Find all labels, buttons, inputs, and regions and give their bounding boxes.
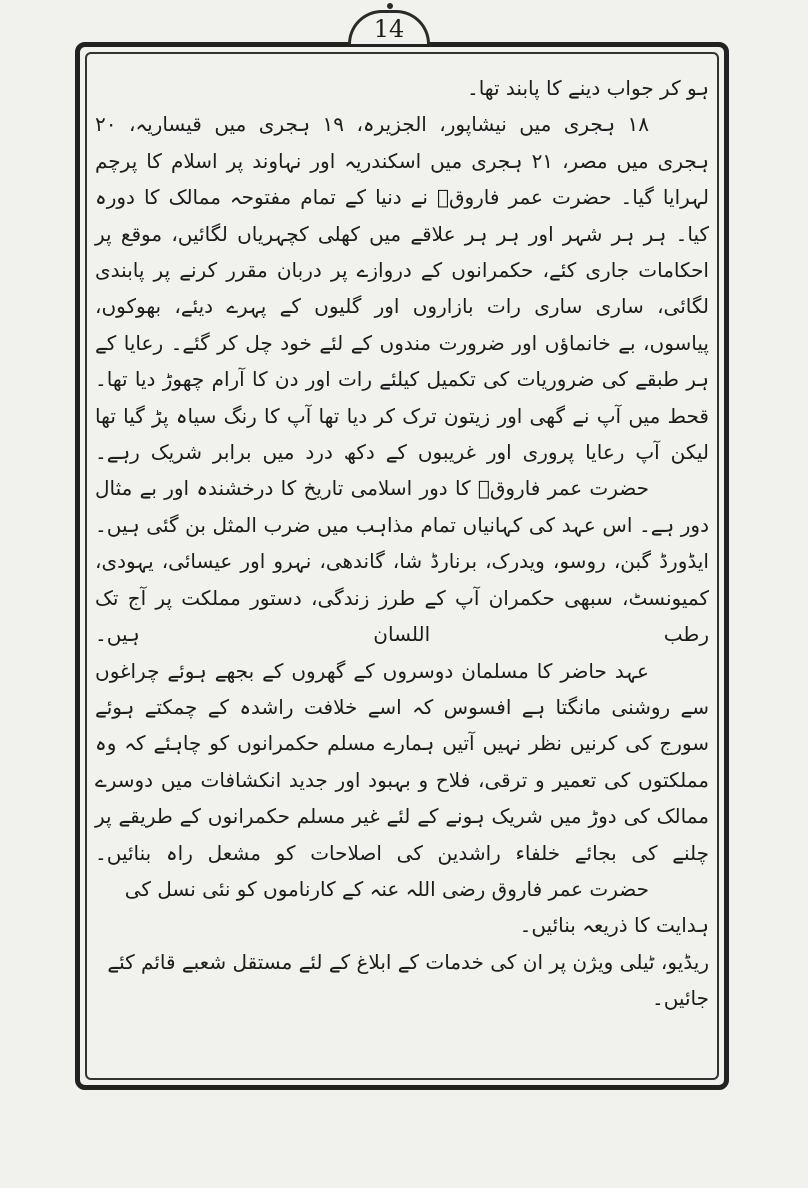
paragraph-6: ریڈیو، ٹیلی ویژن پر ان کی خدمات کے ابلاغ کے لئے مستقل شعبے قائم کئے جائیں۔ <box>107 949 709 1011</box>
page-text <box>95 70 709 1017</box>
page-number-tab <box>348 10 430 44</box>
paragraph-3: حضرت عمر فاروقؓ کا دور اسلامی تاریخ کا درخشندہ اور بے مثال دور ہے۔ اس عہد کی کہانیاں تمام مذاہب میں ضرب المثل بن گئی ہیں۔ ایڈورڈ گبن، روسو، ویدرک، برنارڈ شا، گاندھی، نہرو اور عیسائی، یہودی، کمیونسٹ، سبھی حکمران آپ کے طرز زندگی، دستور مملکت پر آج تک رطب اللسان ہیں۔ <box>95 476 709 647</box>
page-number-ornament <box>387 3 393 9</box>
page-number: 14 <box>373 15 405 43</box>
paragraph-2: ۱۸ ہجری میں نیشاپور، الجزیرہ، ۱۹ ہجری میں قیساریہ، ۲۰ ہجری میں مصر، ۲۱ ہجری میں اسکندریہ اور نہاوند پر اسلام کا پرچم لہرایا گیا۔ حضرت عمر فاروقؓ نے دنیا کے تمام مفتوحہ ممالک کا دورہ کیا۔ ہر ہر شہر اور ہر ہر علاقے میں کھلی کچہریاں لگائیں، موقع پر احکامات جاری کئے، حکمرانوں کے دروازے پر دربان مقرر کرنے پر پابندی لگائی، ساری ساری رات بازاروں اور گلیوں کے پہرے دیئے، بھوکوں، پیاسوں، بے خانماؤں اور ضرورت مندوں کے لئے خود چل کر گئے۔ رعایا کے ہر طبقے کی ضروریات کی تکمیل کیلئے رات اور دن کا آرام چھوڑ دیا تھا۔ قحط میں آپ نے گھی اور زیتون ترک کر دیا تھا آپ کا رنگ سیاہ پڑ گیا تھا لیکن آپ رعایا پروری اور غریبوں کے دکھ درد میں برابر شریک رہے۔ <box>95 112 709 465</box>
paragraph-5: حضرت عمر فاروق رضی اللہ عنہ کے کارناموں کو نئی نسل کی ہدایت کا ذریعہ بنائیں۔ <box>124 876 709 938</box>
paragraph-4: عہد حاضر کا مسلمان دوسروں کے گھروں کے بجھے ہوئے چراغوں سے روشنی مانگتا ہے افسوس کہ اسے خلافت راشدہ کے چمکتے ہوئے سورج کی کرنیں نظر نہیں آتیں ہمارے مسلم حکمرانوں کو چاہئے کہ وہ مملکتوں کی تعمیر و ترقی، فلاح و بہبود اور جدید انکشافات میں دوسرے ممالک کی دوڑ میں شریک ہونے کے لئے غیر مسلم حکمرانوں کے طریقے پر چلنے کی بجائے خلفاء راشدین کی اصلاحات کو مشعل راہ بنائیں۔ <box>95 658 709 865</box>
paragraph-1: ہو کر جواب دینے کا پابند تھا۔ <box>466 76 709 100</box>
